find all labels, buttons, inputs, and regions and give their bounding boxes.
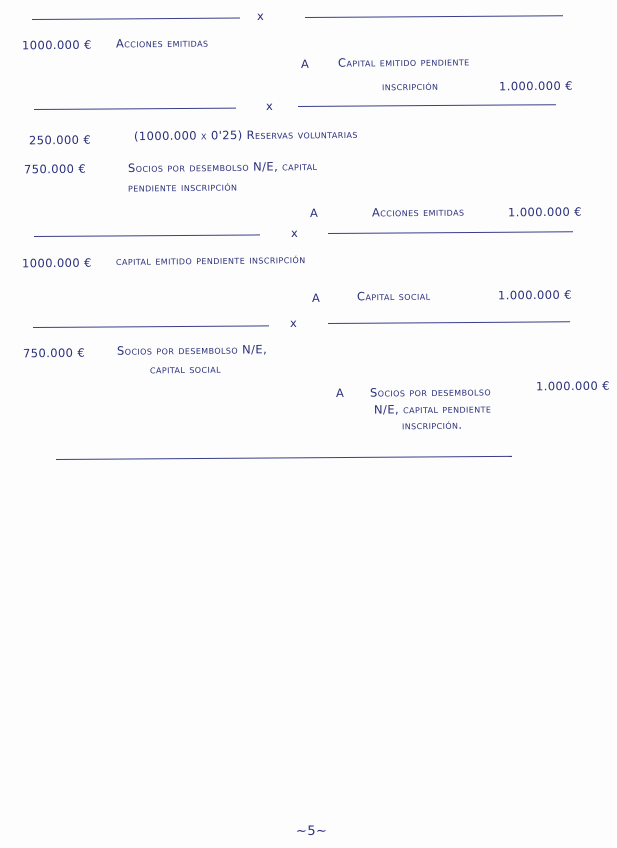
debit-account-line: Socios por desembolso N/E, <box>116 342 268 358</box>
debit-account-line: Socios por desembolso N/E, capital <box>127 159 318 175</box>
debit-amount: 250.000 € <box>28 132 92 148</box>
debit-account: capital emitido pendiente inscripción <box>115 252 306 268</box>
debit-account: (1000.000 x 0'25) Reservas voluntarias <box>133 126 358 144</box>
separator-mark: x <box>256 8 265 24</box>
debit-amount: 1000.000 € <box>21 255 92 271</box>
separator-mark: x <box>265 98 274 114</box>
debit-amount: 750.000 € <box>23 161 87 177</box>
separator-line-left <box>33 325 269 328</box>
debit-amount: 1000.000 € <box>21 37 92 53</box>
separator-mark: x <box>289 315 298 331</box>
credit-account: Acciones emitidas <box>371 204 465 220</box>
separator-line-left <box>34 108 236 110</box>
credit-marker: A <box>335 385 345 401</box>
credit-account-line: N/E, capital pendiente <box>373 401 492 417</box>
credit-amount: 1.000.000 € <box>497 287 572 303</box>
separator-mark: x <box>290 225 299 241</box>
credit-account: Capital social <box>356 288 431 304</box>
credit-marker: A <box>309 205 319 221</box>
debit-account-line: capital social <box>149 361 222 377</box>
credit-marker: A <box>300 56 310 72</box>
closing-line <box>56 456 512 460</box>
page-number: ~5~ <box>295 823 328 840</box>
credit-account-line: inscripción. <box>401 417 463 433</box>
separator-line-right <box>298 104 556 107</box>
credit-amount: 1.000.000 € <box>498 78 573 94</box>
credit-account-line: Socios por desembolso <box>369 384 492 400</box>
separator-line-left <box>32 18 240 20</box>
credit-marker: A <box>311 290 321 306</box>
separator-line-right <box>328 231 573 234</box>
credit-amount: 1.000.000 € <box>535 378 610 394</box>
separator-line-right <box>328 321 570 324</box>
debit-amount: 750.000 € <box>22 345 86 361</box>
credit-amount: 1.000.000 € <box>507 204 582 220</box>
debit-account-line: pendiente inscripción <box>127 179 238 195</box>
credit-account-line: Capital emitido pendiente <box>337 54 470 70</box>
credit-account-line: inscripción <box>381 78 439 94</box>
debit-account: Acciones emitidas <box>115 35 209 51</box>
separator-line-left <box>34 234 260 237</box>
separator-line-right <box>305 15 563 18</box>
